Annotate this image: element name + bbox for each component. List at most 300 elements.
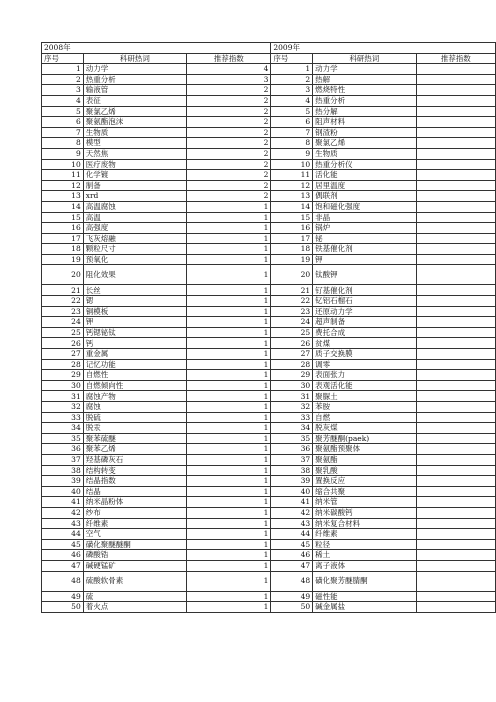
right-no-cell: 33 [271, 412, 313, 423]
table-row [42, 64, 496, 75]
table-row [42, 296, 496, 307]
left-no-cell: 36 [42, 444, 84, 455]
left-no-cell: 41 [42, 497, 84, 508]
right-no-cell: 5 [271, 106, 313, 117]
right-keyword-cell: 热重分析 [313, 95, 416, 106]
table-row [42, 327, 496, 338]
table-row [42, 212, 496, 223]
left-no-cell: 47 [42, 560, 84, 571]
right-index-cell [416, 454, 495, 465]
left-index-cell: 1 [187, 550, 271, 561]
right-index-cell [416, 170, 495, 181]
right-keyword-cell: 钌基催化剂 [313, 285, 416, 296]
right-keyword-cell: 燃烧特性 [313, 85, 416, 96]
left-keyword-cell: 医疗废物 [83, 159, 186, 170]
table-row [42, 359, 496, 370]
right-no-cell: 15 [271, 212, 313, 223]
header-left-index: 推荐指数 [187, 53, 271, 64]
right-no-cell: 40 [271, 486, 313, 497]
right-index-cell [416, 465, 495, 476]
right-index-cell [416, 191, 495, 202]
left-keyword-cell: 高强度 [83, 223, 186, 234]
right-keyword-cell: 偶联剂 [313, 191, 416, 202]
right-index-cell [416, 117, 495, 128]
left-index-cell: 1 [187, 244, 271, 255]
right-index-cell [416, 349, 495, 360]
right-index-cell [416, 380, 495, 391]
left-no-cell: 31 [42, 391, 84, 402]
left-no-cell: 7 [42, 127, 84, 138]
left-keyword-cell: 纤维素 [83, 518, 186, 529]
left-keyword-cell: 聚苯乙烯 [83, 444, 186, 455]
left-no-cell: 50 [42, 602, 84, 613]
left-index-cell: 1 [187, 265, 271, 285]
right-no-cell: 37 [271, 454, 313, 465]
left-keyword-cell: 碱硬锰矿 [83, 560, 186, 571]
right-index-cell [416, 127, 495, 138]
right-index-cell [416, 391, 495, 402]
right-index-cell [416, 602, 495, 613]
left-index-cell: 2 [187, 148, 271, 159]
left-index-cell: 4 [187, 64, 271, 75]
table-row [42, 550, 496, 561]
right-no-cell: 20 [271, 265, 313, 285]
left-no-cell: 32 [42, 402, 84, 413]
table-row [42, 306, 496, 317]
table-row [42, 117, 496, 128]
left-keyword-cell: 预氧化 [83, 254, 186, 265]
right-no-cell: 17 [271, 233, 313, 244]
right-keyword-cell: 纤维素 [313, 529, 416, 540]
left-keyword-cell: 硫 [83, 591, 186, 602]
right-no-cell: 19 [271, 254, 313, 265]
table-row [42, 465, 496, 476]
left-index-cell: 2 [187, 170, 271, 181]
right-index-cell [416, 497, 495, 508]
year-row [42, 43, 496, 54]
right-no-cell: 7 [271, 127, 313, 138]
left-no-cell: 34 [42, 423, 84, 434]
table-row [42, 223, 496, 234]
right-no-cell: 38 [271, 465, 313, 476]
right-no-cell: 1 [271, 64, 313, 75]
left-keyword-cell: 羟基磷灰石 [83, 454, 186, 465]
left-no-cell: 20 [42, 265, 84, 285]
left-keyword-cell: 输液管 [83, 85, 186, 96]
right-keyword-cell: 调零 [313, 359, 416, 370]
table-row [42, 127, 496, 138]
left-index-cell: 1 [187, 518, 271, 529]
right-keyword-cell: 聚乳酸 [313, 465, 416, 476]
right-keyword-cell: 生物质 [313, 148, 416, 159]
left-no-cell: 15 [42, 212, 84, 223]
right-no-cell: 43 [271, 518, 313, 529]
table-row [42, 518, 496, 529]
header-row [42, 53, 496, 64]
right-index-cell [416, 201, 495, 212]
table-row [42, 591, 496, 602]
left-no-cell: 23 [42, 306, 84, 317]
right-index-cell [416, 433, 495, 444]
table-row [42, 602, 496, 613]
table-row [42, 285, 496, 296]
right-keyword-cell: 苯胺 [313, 402, 416, 413]
year-2008-label: 2008年 [42, 43, 271, 54]
left-index-cell: 1 [187, 497, 271, 508]
right-keyword-cell: 超声制备 [313, 317, 416, 328]
right-no-cell: 44 [271, 529, 313, 540]
right-keyword-cell: 粒径 [313, 539, 416, 550]
left-index-cell: 1 [187, 423, 271, 434]
left-keyword-cell: 动力学 [83, 64, 186, 75]
left-keyword-cell: 颗粒尺寸 [83, 244, 186, 255]
right-index-cell [416, 338, 495, 349]
right-index-cell [416, 95, 495, 106]
left-index-cell: 1 [187, 486, 271, 497]
left-keyword-cell: 钾 [83, 317, 186, 328]
right-keyword-cell: 表面张力 [313, 370, 416, 381]
right-index-cell [416, 518, 495, 529]
left-no-cell: 24 [42, 317, 84, 328]
left-keyword-cell: 聚苯硫醚 [83, 433, 186, 444]
right-index-cell [416, 212, 495, 223]
right-index-cell [416, 591, 495, 602]
right-index-cell [416, 444, 495, 455]
left-keyword-cell: 制备 [83, 180, 186, 191]
right-keyword-cell: 聚氯乙烯 [313, 138, 416, 149]
right-index-cell [416, 402, 495, 413]
left-index-cell: 2 [187, 127, 271, 138]
left-no-cell: 22 [42, 296, 84, 307]
right-index-cell [416, 64, 495, 75]
left-index-cell: 1 [187, 602, 271, 613]
right-no-cell: 6 [271, 117, 313, 128]
right-no-cell: 45 [271, 539, 313, 550]
left-no-cell: 35 [42, 433, 84, 444]
left-keyword-cell: 腐蚀 [83, 402, 186, 413]
left-no-cell: 14 [42, 201, 84, 212]
right-no-cell: 32 [271, 402, 313, 413]
left-keyword-cell: 高温 [83, 212, 186, 223]
right-no-cell: 30 [271, 380, 313, 391]
left-no-cell: 33 [42, 412, 84, 423]
right-index-cell [416, 327, 495, 338]
right-index-cell [416, 317, 495, 328]
right-index-cell [416, 233, 495, 244]
left-keyword-cell: 腐蚀产物 [83, 391, 186, 402]
left-keyword-cell: 模型 [83, 138, 186, 149]
left-no-cell: 16 [42, 223, 84, 234]
left-keyword-cell: 高温腐蚀 [83, 201, 186, 212]
left-index-cell: 1 [187, 412, 271, 423]
right-no-cell: 22 [271, 296, 313, 307]
header-right-index: 推荐指数 [416, 53, 495, 64]
right-index-cell [416, 423, 495, 434]
right-no-cell: 28 [271, 359, 313, 370]
right-index-cell [416, 412, 495, 423]
left-index-cell: 2 [187, 117, 271, 128]
right-keyword-cell: 钢渣粉 [313, 127, 416, 138]
left-index-cell: 1 [187, 233, 271, 244]
left-index-cell: 1 [187, 359, 271, 370]
right-no-cell: 41 [271, 497, 313, 508]
right-index-cell [416, 159, 495, 170]
right-keyword-cell: 非晶 [313, 212, 416, 223]
table-row [42, 244, 496, 255]
right-index-cell [416, 370, 495, 381]
right-index-cell [416, 529, 495, 540]
left-no-cell: 17 [42, 233, 84, 244]
right-index-cell [416, 539, 495, 550]
left-index-cell: 1 [187, 571, 271, 591]
table-row [42, 497, 496, 508]
right-no-cell: 16 [271, 223, 313, 234]
left-index-cell: 2 [187, 106, 271, 117]
table-row [42, 412, 496, 423]
left-no-cell: 13 [42, 191, 84, 202]
right-no-cell: 47 [271, 560, 313, 571]
table-row [42, 254, 496, 265]
left-keyword-cell: 化学镀 [83, 170, 186, 181]
left-keyword-cell: 磷酸锆 [83, 550, 186, 561]
right-no-cell: 8 [271, 138, 313, 149]
left-no-cell: 27 [42, 349, 84, 360]
left-index-cell: 1 [187, 201, 271, 212]
year-2009-label: 2009年 [271, 43, 496, 54]
right-keyword-cell: 活化能 [313, 170, 416, 181]
right-keyword-cell: 钛酸钾 [313, 265, 416, 285]
left-no-cell: 26 [42, 338, 84, 349]
table-row [42, 201, 496, 212]
left-index-cell: 1 [187, 476, 271, 487]
right-index-cell [416, 571, 495, 591]
right-no-cell: 21 [271, 285, 313, 296]
left-index-cell: 1 [187, 317, 271, 328]
left-keyword-cell: 铜模板 [83, 306, 186, 317]
left-index-cell: 2 [187, 85, 271, 96]
left-no-cell: 49 [42, 591, 84, 602]
left-no-cell: 11 [42, 170, 84, 181]
right-keyword-cell: 自燃 [313, 412, 416, 423]
left-keyword-cell: 磺化聚醚醚酮 [83, 539, 186, 550]
left-no-cell: 19 [42, 254, 84, 265]
left-index-cell: 2 [187, 138, 271, 149]
table-row [42, 233, 496, 244]
table-row [42, 74, 496, 85]
left-index-cell: 2 [187, 95, 271, 106]
keyword-table [41, 42, 496, 613]
right-no-cell: 35 [271, 433, 313, 444]
right-keyword-cell: 动力学 [313, 64, 416, 75]
right-index-cell [416, 223, 495, 234]
left-index-cell: 1 [187, 391, 271, 402]
table-row [42, 433, 496, 444]
right-index-cell [416, 296, 495, 307]
table-row [42, 338, 496, 349]
left-no-cell: 9 [42, 148, 84, 159]
left-index-cell: 2 [187, 180, 271, 191]
left-keyword-cell: 长丝 [83, 285, 186, 296]
right-index-cell [416, 306, 495, 317]
right-no-cell: 50 [271, 602, 313, 613]
table-row [42, 507, 496, 518]
left-no-cell: 28 [42, 359, 84, 370]
left-index-cell: 1 [187, 560, 271, 571]
left-keyword-cell: 钙 [83, 338, 186, 349]
right-no-cell: 4 [271, 95, 313, 106]
table-row [42, 138, 496, 149]
left-no-cell: 12 [42, 180, 84, 191]
left-index-cell: 1 [187, 327, 271, 338]
left-keyword-cell: 自燃性 [83, 370, 186, 381]
header-right-no: 序号 [271, 53, 313, 64]
right-keyword-cell: 贫煤 [313, 338, 416, 349]
left-keyword-cell: 天然焦 [83, 148, 186, 159]
left-index-cell: 1 [187, 402, 271, 413]
right-no-cell: 46 [271, 550, 313, 561]
right-no-cell: 10 [271, 159, 313, 170]
right-index-cell [416, 148, 495, 159]
left-index-cell: 1 [187, 433, 271, 444]
header-right-keyword: 科研热词 [313, 53, 416, 64]
right-index-cell [416, 486, 495, 497]
left-keyword-cell: xrd [83, 191, 186, 202]
left-keyword-cell: 聚氯乙烯 [83, 106, 186, 117]
right-no-cell: 13 [271, 191, 313, 202]
right-no-cell: 18 [271, 244, 313, 255]
table-row [42, 560, 496, 571]
left-index-cell: 1 [187, 591, 271, 602]
table-row [42, 180, 496, 191]
table-row [42, 106, 496, 117]
right-keyword-cell: 热解 [313, 74, 416, 85]
right-index-cell [416, 180, 495, 191]
left-no-cell: 3 [42, 85, 84, 96]
left-keyword-cell: 钙锶铋钛 [83, 327, 186, 338]
left-index-cell: 1 [187, 454, 271, 465]
right-index-cell [416, 550, 495, 561]
left-index-cell: 1 [187, 296, 271, 307]
left-keyword-cell: 锶 [83, 296, 186, 307]
left-no-cell: 4 [42, 95, 84, 106]
right-no-cell: 26 [271, 338, 313, 349]
left-no-cell: 39 [42, 476, 84, 487]
right-index-cell [416, 74, 495, 85]
left-no-cell: 48 [42, 571, 84, 591]
right-no-cell: 48 [271, 571, 313, 591]
table-row [42, 444, 496, 455]
right-index-cell [416, 560, 495, 571]
left-index-cell: 1 [187, 444, 271, 455]
table-row [42, 454, 496, 465]
left-keyword-cell: 硫酸软骨素 [83, 571, 186, 591]
left-no-cell: 1 [42, 64, 84, 75]
table-row [42, 402, 496, 413]
left-no-cell: 25 [42, 327, 84, 338]
table-row [42, 391, 496, 402]
right-no-cell: 29 [271, 370, 313, 381]
left-no-cell: 43 [42, 518, 84, 529]
left-no-cell: 37 [42, 454, 84, 465]
table-row [42, 370, 496, 381]
left-no-cell: 40 [42, 486, 84, 497]
table-row [42, 571, 496, 591]
right-keyword-cell: 聚芳醚酮(paek) [313, 433, 416, 444]
left-keyword-cell: 空气 [83, 529, 186, 540]
right-keyword-cell: 聚脲土 [313, 391, 416, 402]
right-no-cell: 2 [271, 74, 313, 85]
left-keyword-cell: 阻化效果 [83, 265, 186, 285]
right-keyword-cell: 铁基催化剂 [313, 244, 416, 255]
table-row [42, 191, 496, 202]
left-index-cell: 1 [187, 465, 271, 476]
left-no-cell: 8 [42, 138, 84, 149]
left-keyword-cell: 脱硫 [83, 412, 186, 423]
header-left-no: 序号 [42, 53, 84, 64]
right-no-cell: 34 [271, 423, 313, 434]
left-keyword-cell: 记忆功能 [83, 359, 186, 370]
right-keyword-cell: 置换反应 [313, 476, 416, 487]
left-index-cell: 1 [187, 306, 271, 317]
right-keyword-cell: 纳米碳酸钙 [313, 507, 416, 518]
left-index-cell: 1 [187, 370, 271, 381]
right-no-cell: 42 [271, 507, 313, 518]
table-row [42, 380, 496, 391]
left-keyword-cell: 重金属 [83, 349, 186, 360]
right-no-cell: 24 [271, 317, 313, 328]
left-keyword-cell: 自燃倾向性 [83, 380, 186, 391]
right-index-cell [416, 244, 495, 255]
left-no-cell: 18 [42, 244, 84, 255]
right-no-cell: 12 [271, 180, 313, 191]
left-keyword-cell: 结构转变 [83, 465, 186, 476]
table-row [42, 159, 496, 170]
right-keyword-cell: 稀土 [313, 550, 416, 561]
right-no-cell: 49 [271, 591, 313, 602]
right-index-cell [416, 359, 495, 370]
right-keyword-cell: 热分解 [313, 106, 416, 117]
header-left-keyword: 科研热词 [83, 53, 186, 64]
right-keyword-cell: 碱金属盐 [313, 602, 416, 613]
right-keyword-cell: 表观活化能 [313, 380, 416, 391]
right-keyword-cell: 聚氨酯预聚体 [313, 444, 416, 455]
left-no-cell: 5 [42, 106, 84, 117]
table-row [42, 476, 496, 487]
left-no-cell: 46 [42, 550, 84, 561]
left-keyword-cell: 结晶指数 [83, 476, 186, 487]
table-row [42, 148, 496, 159]
left-index-cell: 1 [187, 349, 271, 360]
left-index-cell: 2 [187, 159, 271, 170]
right-no-cell: 3 [271, 85, 313, 96]
left-no-cell: 2 [42, 74, 84, 85]
right-no-cell: 11 [271, 170, 313, 181]
table-row [42, 539, 496, 550]
right-no-cell: 23 [271, 306, 313, 317]
table-row [42, 529, 496, 540]
right-keyword-cell: 阻声材料 [313, 117, 416, 128]
right-keyword-cell: 脱灰煤 [313, 423, 416, 434]
right-no-cell: 27 [271, 349, 313, 360]
left-no-cell: 10 [42, 159, 84, 170]
right-no-cell: 36 [271, 444, 313, 455]
right-no-cell: 9 [271, 148, 313, 159]
table-row [42, 265, 496, 285]
table-row [42, 317, 496, 328]
left-no-cell: 21 [42, 285, 84, 296]
left-no-cell: 38 [42, 465, 84, 476]
left-keyword-cell: 聚氨酯泡沫 [83, 117, 186, 128]
